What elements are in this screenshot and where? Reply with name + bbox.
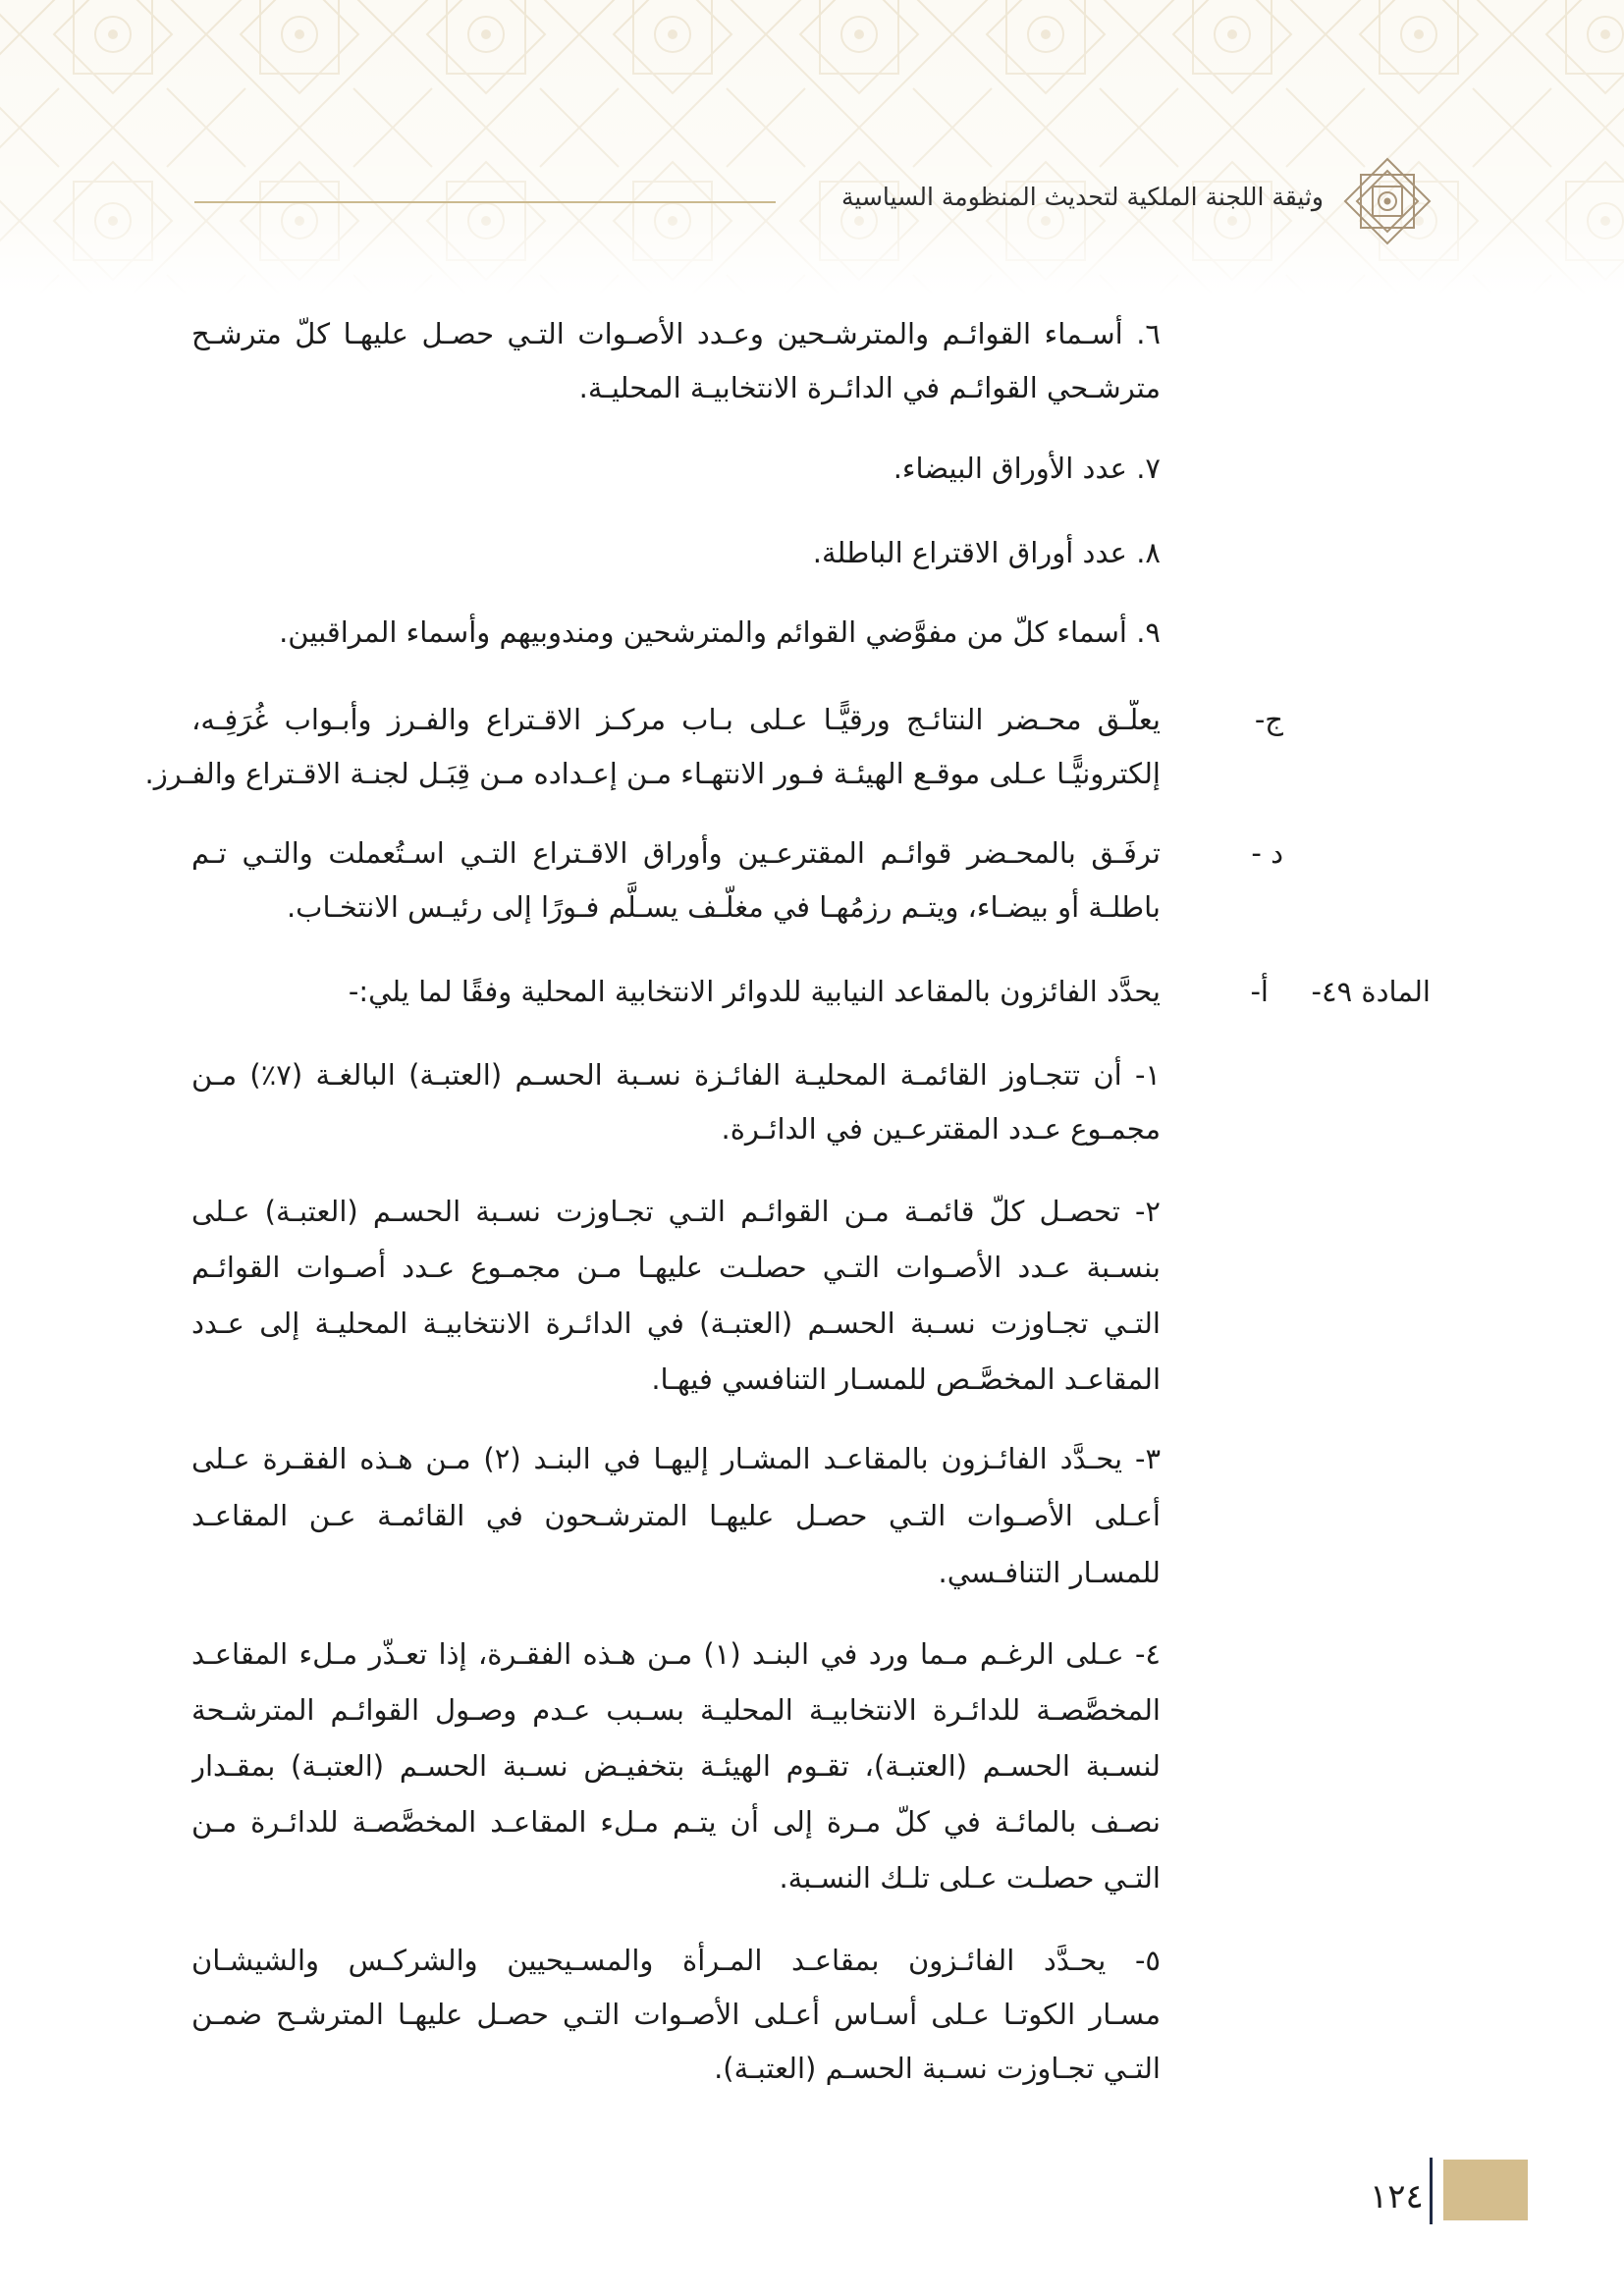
text-line: أعـلى الأصـوات التـي حصـل عليهـا المترشـحون في القائمـة عـن المقاعـد (191, 1499, 1161, 1532)
item-9 (191, 613, 1161, 667)
sub-5 (191, 1941, 1161, 2103)
clause-dal (191, 833, 1283, 941)
page-number-divider (1430, 2158, 1433, 2224)
text-line: ١- أن تتجـاوز القائمـة المحليـة الفائـزة نسـبة الحسـم (العتبـة) البالغـة (٧٪) مـن (191, 1058, 1161, 1092)
text-line: المقاعـد المخصَّـص للمسـار التنافسي فيهـا. (651, 1362, 1161, 1396)
page-number: ١٢٤ (1370, 2177, 1424, 2216)
item-8 (191, 533, 1161, 587)
sub-2 (191, 1192, 1161, 1415)
text-line: ٥- يحـدَّد الفائـزون بمقاعـد المـرأة والمسـيحيين والشركـس والشيشـان (191, 1944, 1161, 1977)
clause-marker: أ- (1250, 975, 1269, 1008)
item-7 (191, 449, 1161, 503)
sub-3 (191, 1439, 1161, 1610)
text-line: ٨. عدد أوراق الاقتراع الباطلة. (812, 536, 1161, 569)
header-rule (194, 201, 776, 203)
geometric-emblem-icon (1343, 157, 1432, 245)
text-line: ٩. أسماء كلّ من مفوَّضي القوائم والمترشحين ومندوبيهم وأسماء المراقبين. (279, 615, 1161, 649)
text-line: التـي تجـاوزت نسـبة الحسـم (العتبـة) في الدائـرة الانتخابيـة المحليـة إلى عـدد (191, 1307, 1161, 1340)
sub-4 (191, 1634, 1161, 1914)
text-line: التـي تجـاوزت نسـبة الحسـم (العتبـة). (714, 2052, 1161, 2085)
text-line: يعلَّـق محـضر النتائـج ورقيًّـا عـلى بـاب مركـز الاقـتراع والفـرز وأبـواب غُرَفِـه، (191, 703, 1161, 736)
text-line: نصـف بالمائـة في كلّ مـرة إلى أن يتـم مـلء المقاعـد المخصَّصـة للدائـرة مـن (191, 1805, 1161, 1839)
text-line: إلكترونيًّـا عـلى موقـع الهيئـة فـور الانتهـاء مـن إعـداده مـن قِبَـل لجنـة الاقـتراع والفـرز. (144, 757, 1161, 790)
sub-1 (191, 1055, 1161, 1163)
text-line: مسـار الكوتـا عـلى أسـاس أعـلى الأصـوات التـي حصـل عليهـا المترشـح ضمـن (191, 1998, 1161, 2031)
clause-marker: د - (1251, 836, 1283, 870)
text-line: بنسـبة عـدد الأصـوات التـي حصلـت عليهـا مـن مجمـوع عـدد أصـوات القوائـم (191, 1251, 1161, 1284)
text-line: يحدَّد الفائزون بالمقاعد النيابية للدوائر الانتخابية المحلية وفقًا لما يلي:- (348, 975, 1161, 1008)
document-title: وثيقة اللجنة الملكية لتحديث المنظومة السياسية (841, 183, 1324, 211)
text-line: باطلـة أو بيضـاء، ويتـم رزمُهـا في مغلّـف يسـلَّم فـورًا إلى رئيـس الانتخـاب. (286, 890, 1161, 924)
text-line: ٧. عدد الأوراق البيضاء. (893, 452, 1161, 485)
text-line: مجمـوع عـدد المقترعـين في الدائـرة. (721, 1112, 1161, 1146)
page-number-tab (1443, 2160, 1528, 2220)
text-line: ٦. أسـماء القوائـم والمترشـحين وعـدد الأصـوات التـي حصـل عليهـا كلّ مترشـح (191, 317, 1161, 350)
text-line: المخصَّصـة للدائـرة الانتخابيـة المحليـة بسـبب عـدم وصـول القوائـم المترشـحة (191, 1693, 1161, 1727)
text-line: لنسـبة الحسـم (العتبـة)، تقـوم الهيئـة بتخفيـض نسـبة الحسـم (العتبـة) بمقـدار (191, 1749, 1161, 1783)
clause-marker: ج- (1254, 703, 1283, 736)
clause-jeem (144, 700, 1283, 808)
article-49 (191, 972, 1431, 1026)
item-6 (191, 314, 1161, 422)
text-line: للمسـار التنافـسي. (938, 1556, 1161, 1589)
text-line: التـي حصلـت عـلى تلـك النسـبة. (779, 1861, 1161, 1895)
text-line: ٤- عـلى الرغـم مـما ورد في البنـد (١) مـن هـذه الفقـرة، إذا تعـذّر مـلء المقاعـد (191, 1637, 1161, 1671)
text-line: ترفَـق بالمحـضر قوائـم المقترعـين وأوراق الاقـتراع التـي اسـتُعملت والتـي تـم (191, 836, 1161, 870)
text-line: ٣- يحـدَّد الفائـزون بالمقاعـد المشـار إليهـا في البنـد (٢) مـن هـذه الفقـرة عـلى (191, 1442, 1161, 1475)
text-line: ٢- تحصـل كلّ قائمـة مـن القوائـم التـي تجـاوزت نسـبة الحسـم (العتبـة) عـلى (191, 1195, 1161, 1228)
decorative-header-pattern (0, 0, 1624, 294)
article-label: المادة ٤٩- (1311, 975, 1431, 1008)
text-line: مترشـحي القوائـم في الدائـرة الانتخابيـة المحليـة. (578, 371, 1161, 404)
